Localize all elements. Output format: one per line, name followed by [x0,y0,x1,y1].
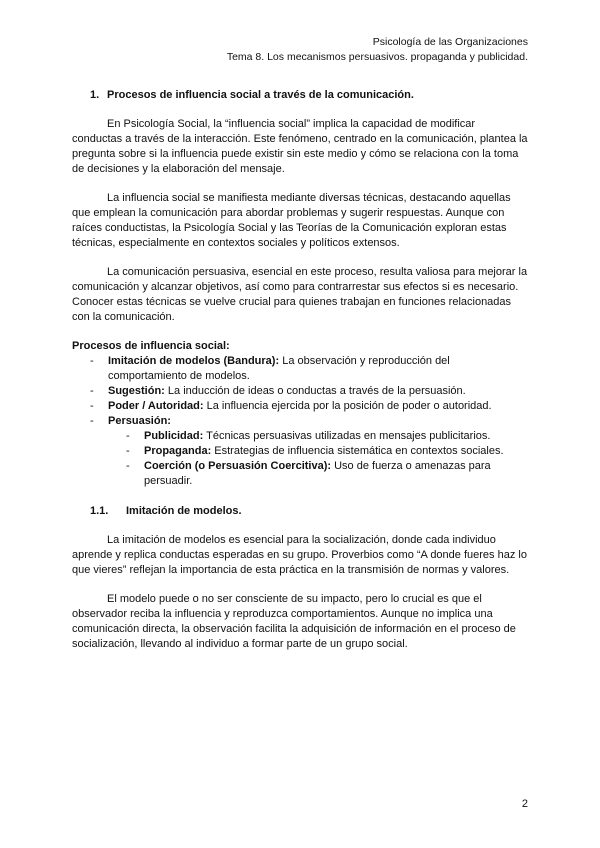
paragraph: La comunicación persuasiva, esencial en este proceso, resulta valiosa para mejorar la comunicación y alcanzar objetivos, así como para contrarrestar sus efectos si es necesario. Conocer estas técnicas se vuelve crucial para quienes trabajan en funciones relacionadas con la comunicación. [72,266,528,323]
list-item-term: Poder / Autoridad: [108,400,204,412]
sublist-item-term: Publicidad: [144,430,204,442]
sublist-item-term: Coerción (o Persuasión Coercitiva): [144,460,332,472]
list-item-term: Persuasión: [108,415,171,427]
document-body [72,88,528,666]
list-item-term: Imitación de modelos (Bandura): [108,355,280,367]
list-item-term: Sugestión: [108,385,165,397]
sublist-item-desc: Uso de fuerza o amenazas para persuadir. [144,460,491,487]
section-heading-1-1 [90,504,528,519]
sublist-item [108,459,528,489]
sublist-item [108,444,528,459]
section-title: Procesos de influencia social a través de la comunicación. [107,89,414,101]
header-course-title: Psicología de las Organizaciones [372,36,528,48]
paragraph: La influencia social se manifiesta mediante diversas técnicas, destacando aquellas que emplean la comunicación para abordar problemas y sugerir respuestas. Aunque con raíces conductistas, la Psicología Social y las Teorías de la Comunicación exploran estas técnicas, especialmente en contextos sociales y políticos extensos. [72,192,511,249]
running-header [227,35,528,65]
section-number: 1. [90,89,100,101]
paragraph: La imitación de modelos es esencial para la socialización, donde cada individuo aprende y replica conductas esperadas en su grupo. Proverbios como “A donde fueres haz lo que vieres” reflejan la importancia de esta práctica en la transmisión de normas y valores. [72,534,527,576]
list-item [72,414,528,489]
sublist-item [108,429,528,444]
page-number: 2 [521,798,528,810]
list-item-desc: La observación y reproducción del comportamiento de modelos. [108,355,450,382]
persuasion-sublist [108,429,528,489]
list-item [72,354,528,384]
list-item-desc: La influencia ejercida por la posición de poder o autoridad. [203,400,492,412]
list-title: Procesos de influencia social: [72,340,230,352]
header-topic-title: Tema 8. Los mecanismos persuasivos. propaganda y publicidad. [226,51,528,63]
sublist-item-term: Propaganda: [144,445,212,457]
sublist-item-desc: Técnicas persuasivas utilizadas en mensajes publicitarios. [203,430,491,442]
influence-process-list [72,354,528,489]
section-number: 1.1. [90,505,109,517]
paragraph: En Psicología Social, la “influencia social” implica la capacidad de modificar conductas a través de la interacción. Este fenómeno, centrado en la comunicación, plantea la pregunta sobre si la influencia puede existir sin este medio y cómo se relaciona con la toma de decisiones y la elaboración del mensaje. [72,118,528,175]
list-item-desc: La inducción de ideas o conductas a través de la persuasión. [164,385,466,397]
section-title: Imitación de modelos. [126,505,242,517]
section-heading-1 [90,88,528,103]
paragraph: El modelo puede o no ser consciente de su impacto, pero lo crucial es que el observador reciba la influencia y reproduzca comportamientos. Aunque no implica una comunicación directa, la observación facilita la adquisición de información en el proceso de socialización, llevando al individuo a formar parte de un grupo social. [72,593,516,650]
list-item [72,384,528,399]
list-item [72,399,528,414]
sublist-item-desc: Estrategias de influencia sistemática en contextos sociales. [211,445,504,457]
